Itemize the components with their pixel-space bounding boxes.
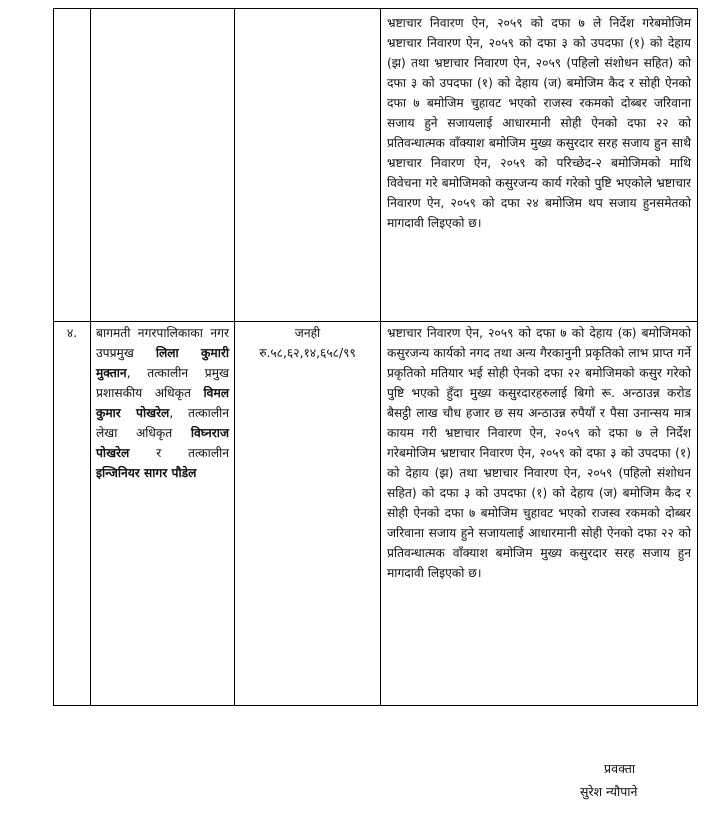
names-text: बागमती नगरपालिकाका नगर उपप्रमुख [96,326,229,360]
amount-label: जनही [294,326,321,340]
names-cell [91,9,235,322]
accused-name: लिला कुमारी मुक्तान [96,346,230,380]
names-cell [91,322,235,706]
accused-name: विघ्नराज पोखरेल [96,426,229,460]
names-text: , तत्कालीन प्रमुख प्रशासकीय अधिकृत [96,366,229,400]
table-row [54,9,698,322]
description-text: भ्रष्टाचार निवारण ऐन, २०५९ को दफा ७ को देहाय (क) बमोजिमको कसुरजन्य कार्यको नगद तथा अन्य गैरकानुनी प्रकृतिको लाभ प्राप्त गर्ने प्रकृतिको मतियार भई सोही ऐनको दफा २२ बमोजिमको कसुर गरेको पुष्टि भएको हुँदा मुख्य कसुरदारहरुलाई बिगो रू. अन्ठाउन्न करोड बैसट्ठी लाख चौध हजार छ सय अन्ठाउन्न रुपैयाँ र पैसा उनान्सय मात्र कायम गरी भ्रष्टाचार निवारण ऐन, २०५९ को दफा ७ ले निर्देश गरेबमोजिम भ्रष्टाचार निवारण ऐन, २०५९ को दफा ३ को उपदफा (१) को देहाय (झ) तथा भ्रष्टाचार निवारण ऐन, २०५९ (पहिलो संशोधन सहित) को दफा ३ को उपदफा (१) को देहाय (ज) बमोजिम कैद र सोही ऐनको दफा ७ बमोजिम चुहावट भएको राजस्व रकमको दोब्बर जरिवाना सजाय हुने सजायलाई आधारमानी सोही ऐनको दफा २२ को प्रतिवन्धात्मक वाँक्याश बमोजिम मुख्य कसुरदार सरह सजाय हुन मागदावी लिइएको छ। [387,326,691,580]
names-text: र तत्कालीन [156,446,229,460]
serial-cell [54,322,91,706]
description-text: भ्रष्टाचार निवारण ऐन, २०५९ को दफा ७ ले निर्देश गरेबमोजिम भ्रष्टाचार निवारण ऐन, २०५९ को दफा ३ को उपदफा (१) को देहाय (झ) तथा भ्रष्टाचार निवारण ऐन, २०५९ (पहिलो संशोधन सहित) को दफा ३ को उपदफा (१) को देहाय (ज) बमोजिम कैद र सोही ऐनको दफा ७ बमोजिम चुहावट भएको राजस्व रकमको दोब्बर जरिवाना सजाय हुने सजायलाई आधारमानी सोही ऐनको दफा २२ को प्रतिवन्धात्मक वाँक्याश बमोजिम मुख्य कसुरदार सरह सजाय हुन साथै भ्रष्टाचार निवारण ऐन, २०५९ को परिच्छेद-२ बमोजिमको माथि विवेचना गरे बमोजिमको कसुरजन्य कार्य गरेको पुष्टि भएकोले भ्रष्टाचार निवारण ऐन, २०५९ को दफा २४ बमोजिम थप सजाय हुनसमेतको मागदावी लिइएको छ। [387,16,691,230]
names-text: , तत्कालीन लेखा अधिकृत [96,406,229,440]
serial-cell [54,9,91,322]
serial-number: ४. [66,326,78,340]
charges-table [53,8,698,706]
amount-value: रु.५८,६२,१४,६५८/९९ [259,346,356,360]
description-cell [381,9,698,322]
accused-name: विमल कुमार पोखरेल [96,386,229,420]
amount-cell [235,322,381,706]
signature-title: प्रवक्ता [604,761,636,776]
signature-name: सुरेश न्यौपाने [580,784,638,799]
accused-name: इन्जिनियर सागर पौडेल [96,466,197,480]
table-row [54,322,698,706]
signature-block [560,757,680,803]
amount-cell [235,9,381,322]
description-cell [381,322,698,706]
